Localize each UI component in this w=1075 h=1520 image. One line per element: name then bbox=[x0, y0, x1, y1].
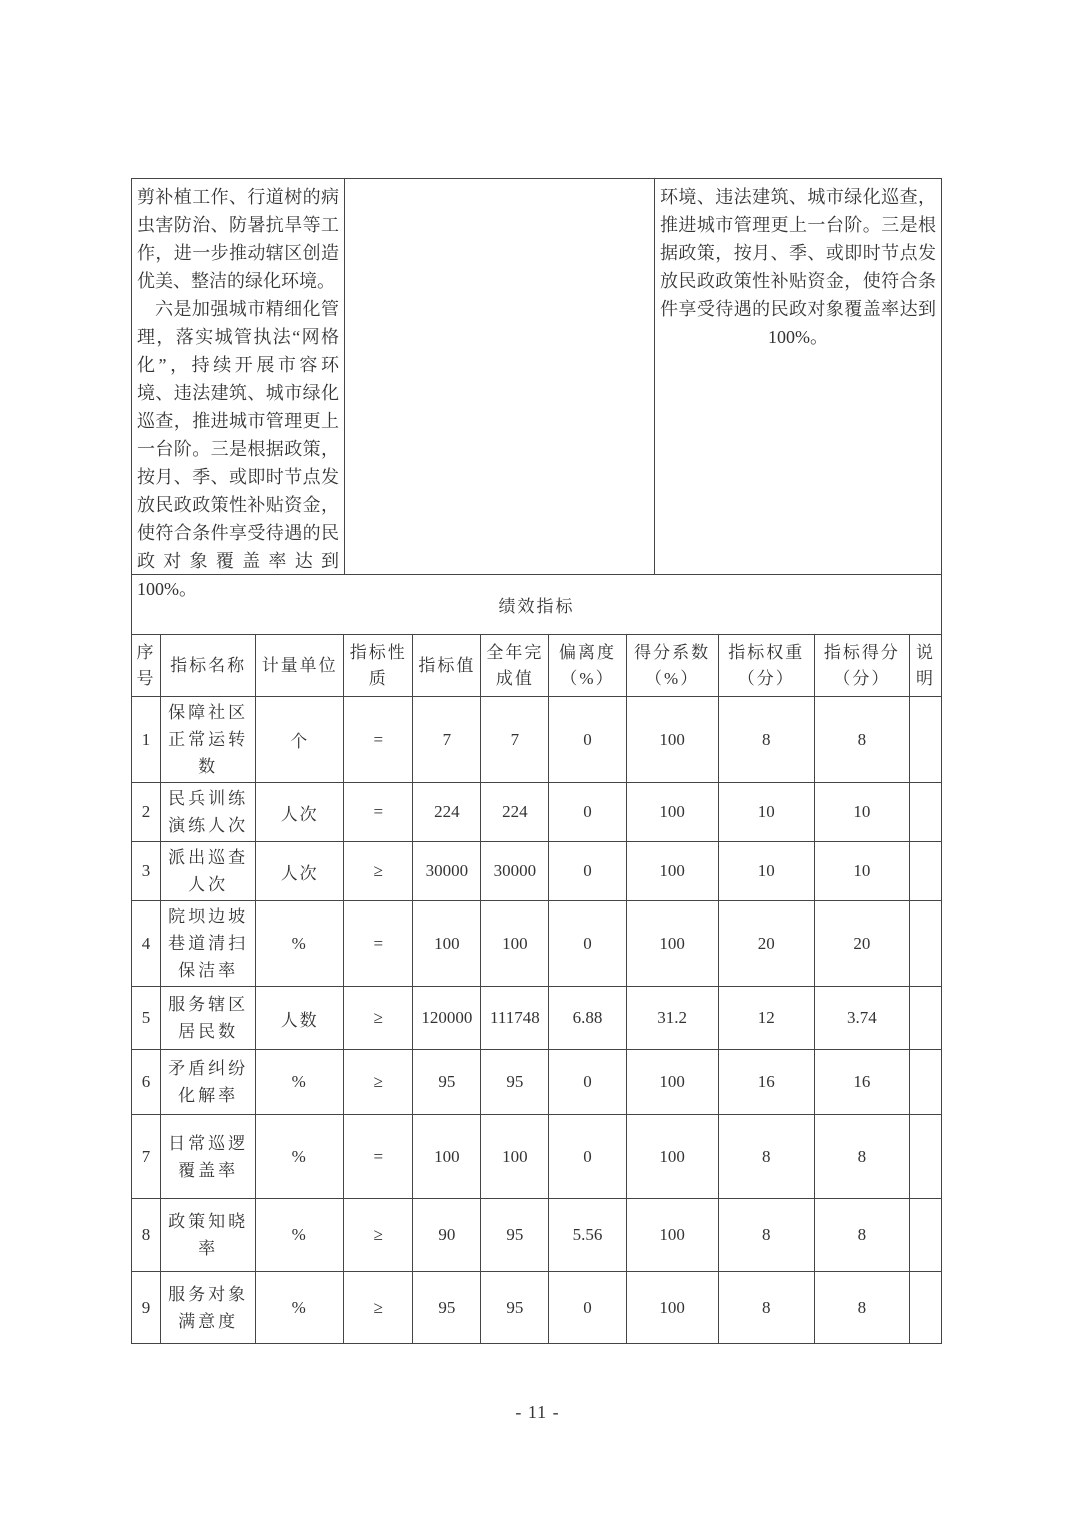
cell-index: 5 bbox=[132, 987, 161, 1050]
cell-score: 3.74 bbox=[814, 987, 909, 1050]
table-row bbox=[132, 1050, 942, 1115]
cell-nature: = bbox=[344, 697, 413, 783]
cell-note bbox=[909, 1199, 941, 1272]
cell-unit: 人数 bbox=[256, 987, 344, 1050]
cell-indicator-name: 日常巡逻覆盖率 bbox=[161, 1115, 256, 1199]
cell-target-value: 100 bbox=[413, 1115, 481, 1199]
cell-annual-completion: 30000 bbox=[481, 842, 549, 901]
table-row bbox=[132, 987, 942, 1050]
header-weight: 指标权重（分） bbox=[718, 635, 814, 697]
cell-nature: ≥ bbox=[344, 1050, 413, 1115]
header-score-coefficient: 得分系数（%） bbox=[626, 635, 718, 697]
cell-weight: 16 bbox=[718, 1050, 814, 1115]
header-annual-completion: 全年完成值 bbox=[481, 635, 549, 697]
cell-deviation: 0 bbox=[549, 697, 626, 783]
cell-note bbox=[909, 1272, 941, 1344]
cell-target-value: 100 bbox=[413, 901, 481, 987]
cell-weight: 20 bbox=[718, 901, 814, 987]
cell-note bbox=[909, 901, 941, 987]
cell-deviation: 0 bbox=[549, 783, 626, 842]
cell-weight: 8 bbox=[718, 697, 814, 783]
header-indicator-name: 指标名称 bbox=[161, 635, 256, 697]
cell-deviation: 0 bbox=[549, 1272, 626, 1344]
cell-unit: 人次 bbox=[256, 783, 344, 842]
continuation-section bbox=[131, 178, 942, 599]
header-deviation: 偏离度（%） bbox=[549, 635, 626, 697]
section-title: 绩效指标 bbox=[131, 574, 942, 635]
cell-annual-completion: 95 bbox=[481, 1050, 549, 1115]
cell-score-coefficient: 100 bbox=[626, 842, 718, 901]
continuation-cell-middle bbox=[344, 179, 655, 574]
cell-indicator-name: 服务辖区居民数 bbox=[161, 987, 256, 1050]
cell-note bbox=[909, 1115, 941, 1199]
cell-score: 8 bbox=[814, 1199, 909, 1272]
cell-nature: ≥ bbox=[344, 1199, 413, 1272]
cell-unit: % bbox=[256, 1199, 344, 1272]
cell-score: 8 bbox=[814, 1272, 909, 1344]
cell-deviation: 5.56 bbox=[549, 1199, 626, 1272]
cell-index: 8 bbox=[132, 1199, 161, 1272]
cell-weight: 8 bbox=[718, 1115, 814, 1199]
cell-indicator-name: 院坝边坡巷道清扫保洁率 bbox=[161, 901, 256, 987]
cell-deviation: 0 bbox=[549, 1050, 626, 1115]
cell-nature: = bbox=[344, 783, 413, 842]
cell-index: 1 bbox=[132, 697, 161, 783]
cell-score-coefficient: 31.2 bbox=[626, 987, 718, 1050]
cell-annual-completion: 111748 bbox=[481, 987, 549, 1050]
cell-target-value: 90 bbox=[413, 1199, 481, 1272]
cell-annual-completion: 224 bbox=[481, 783, 549, 842]
cell-score: 8 bbox=[814, 697, 909, 783]
cell-annual-completion: 100 bbox=[481, 1115, 549, 1199]
cell-score: 8 bbox=[814, 1115, 909, 1199]
table-row bbox=[132, 842, 942, 901]
document-table bbox=[131, 178, 942, 1344]
cell-nature: ≥ bbox=[344, 1272, 413, 1344]
cell-score: 16 bbox=[814, 1050, 909, 1115]
cell-annual-completion: 95 bbox=[481, 1199, 549, 1272]
cell-index: 4 bbox=[132, 901, 161, 987]
cell-score: 10 bbox=[814, 783, 909, 842]
cell-indicator-name: 矛盾纠纷化解率 bbox=[161, 1050, 256, 1115]
cell-weight: 8 bbox=[718, 1272, 814, 1344]
cell-weight: 12 bbox=[718, 987, 814, 1050]
cell-note bbox=[909, 1050, 941, 1115]
cell-nature: ≥ bbox=[344, 987, 413, 1050]
cell-target-value: 30000 bbox=[413, 842, 481, 901]
cell-score: 20 bbox=[814, 901, 909, 987]
cell-index: 2 bbox=[132, 783, 161, 842]
cell-index: 6 bbox=[132, 1050, 161, 1115]
table-row bbox=[132, 1272, 942, 1344]
cell-note bbox=[909, 987, 941, 1050]
cell-score-coefficient: 100 bbox=[626, 1050, 718, 1115]
header-unit: 计量单位 bbox=[256, 635, 344, 697]
cell-indicator-name: 民兵训练演练人次 bbox=[161, 783, 256, 842]
cell-index: 7 bbox=[132, 1115, 161, 1199]
cell-weight: 10 bbox=[718, 842, 814, 901]
cell-note bbox=[909, 842, 941, 901]
header-score: 指标得分（分） bbox=[814, 635, 909, 697]
continuation-cell-left bbox=[132, 179, 344, 599]
continuation-paragraph: 剪补植工作、行道树的病虫害防治、防暑抗旱等工作，进一步推动辖区创造优美、整洁的绿化环境。 bbox=[137, 187, 339, 291]
cell-unit: % bbox=[256, 1050, 344, 1115]
cell-target-value: 224 bbox=[413, 783, 481, 842]
cell-index: 9 bbox=[132, 1272, 161, 1344]
continuation-paragraph: 环境、违法建筑、城市绿化巡查，推进城市管理更上一台阶。三是根据政策，按月、季、或即时节点发放民政政策性补贴资金，使符合条件享受待遇的民政对象覆盖率达到 100%。 bbox=[660, 187, 936, 347]
table-row bbox=[132, 901, 942, 987]
cell-annual-completion: 95 bbox=[481, 1272, 549, 1344]
cell-nature: = bbox=[344, 1115, 413, 1199]
cell-nature: ≥ bbox=[344, 842, 413, 901]
cell-deviation: 0 bbox=[549, 901, 626, 987]
cell-score-coefficient: 100 bbox=[626, 783, 718, 842]
header-nature: 指标性质 bbox=[344, 635, 413, 697]
indicator-table bbox=[131, 634, 942, 1344]
cell-annual-completion: 7 bbox=[481, 697, 549, 783]
cell-indicator-name: 派出巡查人次 bbox=[161, 842, 256, 901]
table-row bbox=[132, 697, 942, 783]
cell-weight: 10 bbox=[718, 783, 814, 842]
cell-unit: 个 bbox=[256, 697, 344, 783]
continuation-cell-right bbox=[655, 179, 941, 574]
cell-target-value: 95 bbox=[413, 1050, 481, 1115]
cell-score-coefficient: 100 bbox=[626, 1199, 718, 1272]
cell-target-value: 95 bbox=[413, 1272, 481, 1344]
cell-score-coefficient: 100 bbox=[626, 901, 718, 987]
table-row bbox=[132, 1115, 942, 1199]
cell-target-value: 7 bbox=[413, 697, 481, 783]
table-row bbox=[132, 783, 942, 842]
header-row bbox=[132, 635, 942, 697]
cell-indicator-name: 服务对象满意度 bbox=[161, 1272, 256, 1344]
cell-annual-completion: 100 bbox=[481, 901, 549, 987]
cell-note bbox=[909, 697, 941, 783]
cell-indicator-name: 政策知晓率 bbox=[161, 1199, 256, 1272]
cell-unit: 人次 bbox=[256, 842, 344, 901]
continuation-paragraph: 六是加强城市精细化管理，落实城管执法“网格化”，持续开展市容环境、违法建筑、城市绿化巡查，推进城市管理更上一台阶。三是根据政策，按月、季、或即时节点发放民政政策性补贴资金，使符合条件享受待遇的民政对象覆盖率达到 100%。 bbox=[137, 299, 339, 599]
header-index: 序号 bbox=[132, 635, 161, 697]
cell-score-coefficient: 100 bbox=[626, 697, 718, 783]
cell-score: 10 bbox=[814, 842, 909, 901]
cell-score-coefficient: 100 bbox=[626, 1272, 718, 1344]
cell-deviation: 6.88 bbox=[549, 987, 626, 1050]
cell-deviation: 0 bbox=[549, 1115, 626, 1199]
cell-indicator-name: 保障社区正常运转数 bbox=[161, 697, 256, 783]
header-target-value: 指标值 bbox=[413, 635, 481, 697]
cell-unit: % bbox=[256, 901, 344, 987]
cell-nature: = bbox=[344, 901, 413, 987]
cell-deviation: 0 bbox=[549, 842, 626, 901]
cell-unit: % bbox=[256, 1115, 344, 1199]
cell-index: 3 bbox=[132, 842, 161, 901]
cell-note bbox=[909, 783, 941, 842]
cell-target-value: 120000 bbox=[413, 987, 481, 1050]
cell-unit: % bbox=[256, 1272, 344, 1344]
page-number: - 11 - bbox=[515, 1402, 560, 1422]
table-row bbox=[132, 1199, 942, 1272]
cell-weight: 8 bbox=[718, 1199, 814, 1272]
cell-score-coefficient: 100 bbox=[626, 1115, 718, 1199]
header-note: 说明 bbox=[909, 635, 941, 697]
